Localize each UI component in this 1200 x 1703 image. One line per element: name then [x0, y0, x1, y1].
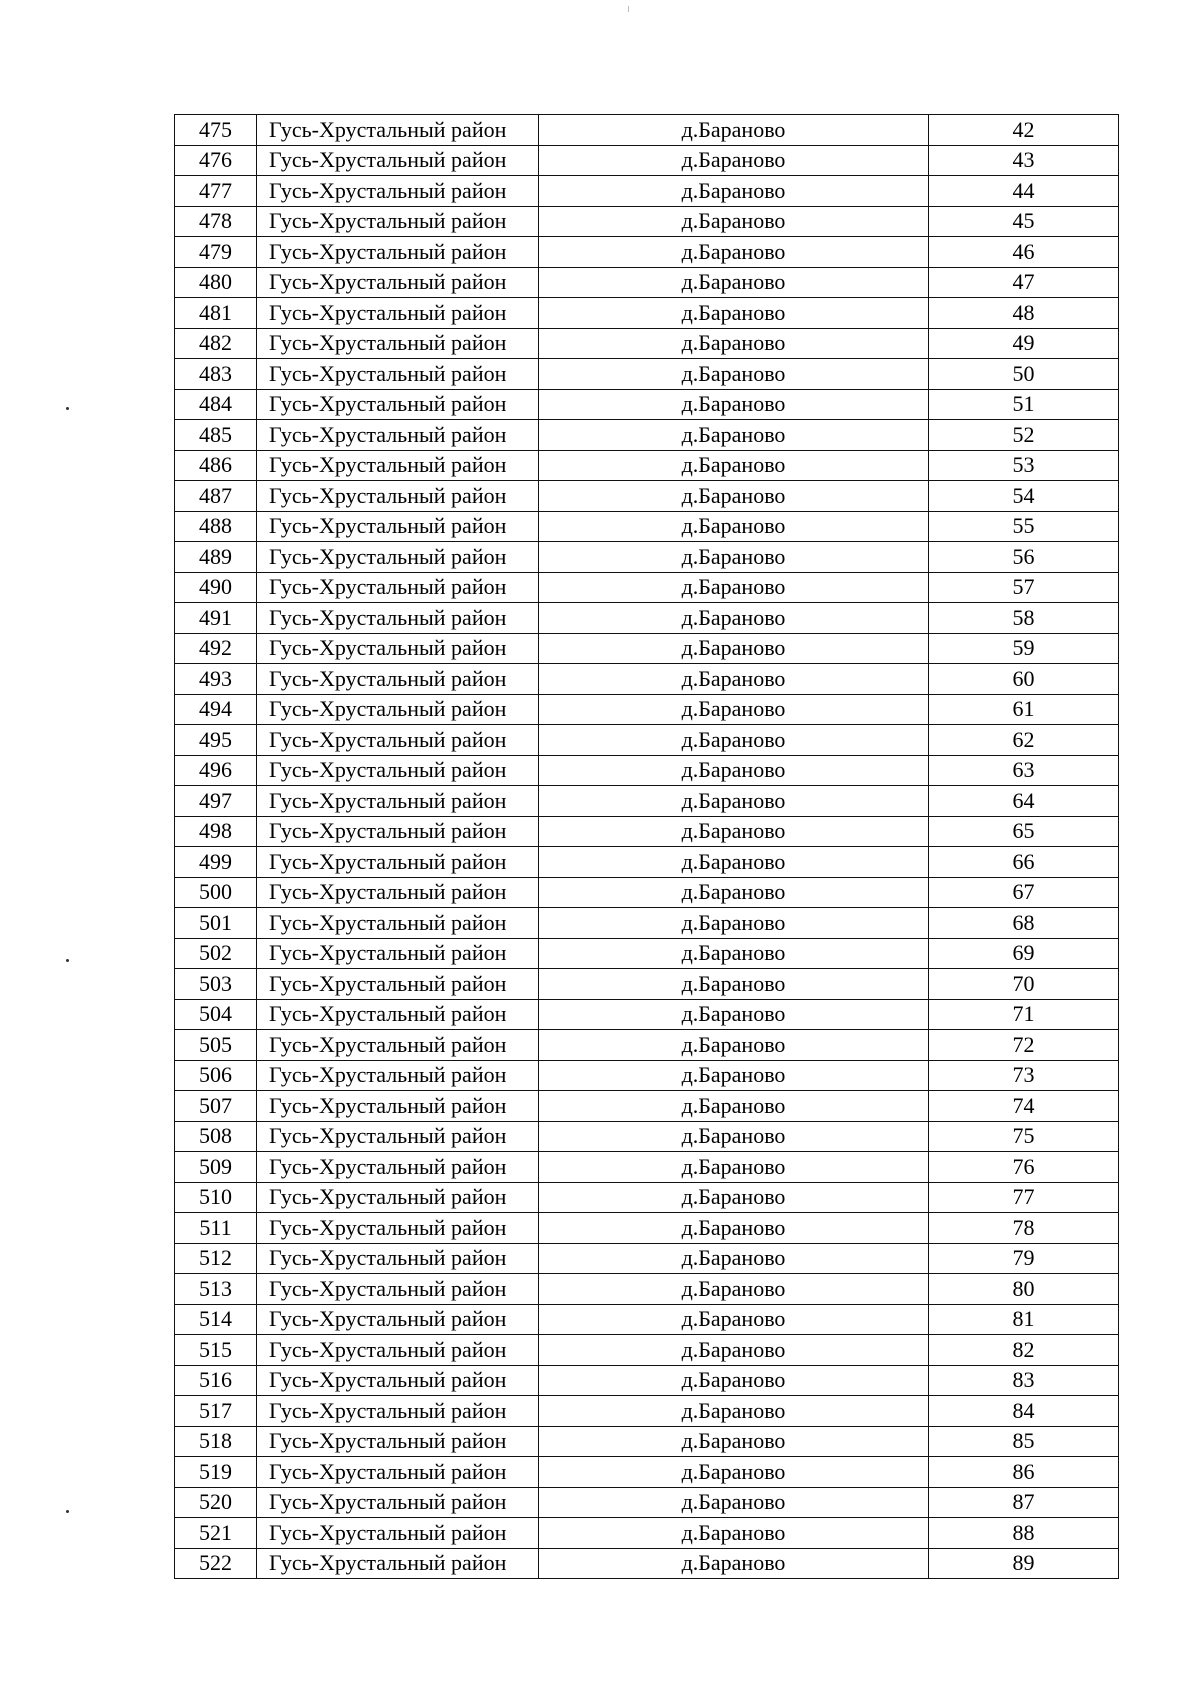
row-number-cell: 489	[175, 542, 257, 573]
row-number-cell: 495	[175, 725, 257, 756]
row-number-cell: 519	[175, 1457, 257, 1488]
district-cell: Гусь-Хрустальный район	[257, 542, 539, 573]
settlement-cell: д.Бараново	[539, 115, 929, 146]
settlement-cell: д.Бараново	[539, 206, 929, 237]
district-cell: Гусь-Хрустальный район	[257, 816, 539, 847]
row-number-cell: 500	[175, 877, 257, 908]
registry-table-body	[175, 115, 1119, 1579]
row-number-cell: 483	[175, 359, 257, 390]
row-number-cell: 479	[175, 237, 257, 268]
table-row	[175, 999, 1119, 1030]
house-number-cell: 59	[929, 633, 1119, 664]
house-number-cell: 50	[929, 359, 1119, 390]
table-row	[175, 1152, 1119, 1183]
house-number-cell: 57	[929, 572, 1119, 603]
settlement-cell: д.Бараново	[539, 1213, 929, 1244]
settlement-cell: д.Бараново	[539, 1365, 929, 1396]
house-number-cell: 82	[929, 1335, 1119, 1366]
district-cell: Гусь-Хрустальный район	[257, 969, 539, 1000]
row-number-cell: 475	[175, 115, 257, 146]
margin-speck	[66, 1510, 69, 1513]
row-number-cell: 508	[175, 1121, 257, 1152]
district-cell: Гусь-Хрустальный район	[257, 359, 539, 390]
table-row	[175, 176, 1119, 207]
district-cell: Гусь-Хрустальный район	[257, 450, 539, 481]
table-row	[175, 1121, 1119, 1152]
table-row	[175, 359, 1119, 390]
registry-table	[174, 114, 1119, 1579]
table-row	[175, 1548, 1119, 1579]
settlement-cell: д.Бараново	[539, 847, 929, 878]
table-row	[175, 420, 1119, 451]
table-row	[175, 908, 1119, 939]
district-cell: Гусь-Хрустальный район	[257, 298, 539, 329]
settlement-cell: д.Бараново	[539, 542, 929, 573]
district-cell: Гусь-Хрустальный район	[257, 389, 539, 420]
table-row	[175, 1365, 1119, 1396]
settlement-cell: д.Бараново	[539, 1487, 929, 1518]
row-number-cell: 501	[175, 908, 257, 939]
district-cell: Гусь-Хрустальный район	[257, 664, 539, 695]
table-row	[175, 603, 1119, 634]
settlement-cell: д.Бараново	[539, 786, 929, 817]
row-number-cell: 502	[175, 938, 257, 969]
row-number-cell: 517	[175, 1396, 257, 1427]
table-row	[175, 694, 1119, 725]
house-number-cell: 86	[929, 1457, 1119, 1488]
settlement-cell: д.Бараново	[539, 1091, 929, 1122]
row-number-cell: 486	[175, 450, 257, 481]
settlement-cell: д.Бараново	[539, 267, 929, 298]
house-number-cell: 79	[929, 1243, 1119, 1274]
house-number-cell: 44	[929, 176, 1119, 207]
table-row	[175, 633, 1119, 664]
district-cell: Гусь-Хрустальный район	[257, 938, 539, 969]
table-row	[175, 664, 1119, 695]
settlement-cell: д.Бараново	[539, 359, 929, 390]
house-number-cell: 88	[929, 1518, 1119, 1549]
table-row	[175, 237, 1119, 268]
house-number-cell: 45	[929, 206, 1119, 237]
table-row	[175, 1213, 1119, 1244]
settlement-cell: д.Бараново	[539, 999, 929, 1030]
house-number-cell: 43	[929, 145, 1119, 176]
district-cell: Гусь-Хрустальный район	[257, 1548, 539, 1579]
house-number-cell: 87	[929, 1487, 1119, 1518]
row-number-cell: 509	[175, 1152, 257, 1183]
settlement-cell: д.Бараново	[539, 328, 929, 359]
house-number-cell: 53	[929, 450, 1119, 481]
table-row	[175, 969, 1119, 1000]
district-cell: Гусь-Хрустальный район	[257, 1274, 539, 1305]
table-row	[175, 1518, 1119, 1549]
house-number-cell: 49	[929, 328, 1119, 359]
district-cell: Гусь-Хрустальный район	[257, 420, 539, 451]
table-row	[175, 877, 1119, 908]
settlement-cell: д.Бараново	[539, 1396, 929, 1427]
house-number-cell: 66	[929, 847, 1119, 878]
table-row	[175, 145, 1119, 176]
settlement-cell: д.Бараново	[539, 694, 929, 725]
table-row	[175, 328, 1119, 359]
district-cell: Гусь-Хрустальный район	[257, 1091, 539, 1122]
settlement-cell: д.Бараново	[539, 420, 929, 451]
district-cell: Гусь-Хрустальный район	[257, 908, 539, 939]
settlement-cell: д.Бараново	[539, 1121, 929, 1152]
district-cell: Гусь-Хрустальный район	[257, 145, 539, 176]
row-number-cell: 482	[175, 328, 257, 359]
house-number-cell: 70	[929, 969, 1119, 1000]
table-row	[175, 816, 1119, 847]
district-cell: Гусь-Хрустальный район	[257, 877, 539, 908]
row-number-cell: 507	[175, 1091, 257, 1122]
row-number-cell: 480	[175, 267, 257, 298]
house-number-cell: 56	[929, 542, 1119, 573]
district-cell: Гусь-Хрустальный район	[257, 572, 539, 603]
house-number-cell: 85	[929, 1426, 1119, 1457]
district-cell: Гусь-Хрустальный район	[257, 1243, 539, 1274]
row-number-cell: 516	[175, 1365, 257, 1396]
district-cell: Гусь-Хрустальный район	[257, 1121, 539, 1152]
district-cell: Гусь-Хрустальный район	[257, 237, 539, 268]
house-number-cell: 64	[929, 786, 1119, 817]
settlement-cell: д.Бараново	[539, 1182, 929, 1213]
table-row	[175, 298, 1119, 329]
settlement-cell: д.Бараново	[539, 816, 929, 847]
settlement-cell: д.Бараново	[539, 481, 929, 512]
table-row	[175, 267, 1119, 298]
house-number-cell: 76	[929, 1152, 1119, 1183]
table-row	[175, 481, 1119, 512]
house-number-cell: 55	[929, 511, 1119, 542]
house-number-cell: 63	[929, 755, 1119, 786]
settlement-cell: д.Бараново	[539, 511, 929, 542]
table-row	[175, 572, 1119, 603]
house-number-cell: 60	[929, 664, 1119, 695]
house-number-cell: 73	[929, 1060, 1119, 1091]
table-row	[175, 1457, 1119, 1488]
settlement-cell: д.Бараново	[539, 725, 929, 756]
scan-mark-top	[628, 6, 629, 12]
district-cell: Гусь-Хрустальный район	[257, 1457, 539, 1488]
house-number-cell: 84	[929, 1396, 1119, 1427]
district-cell: Гусь-Хрустальный район	[257, 1213, 539, 1244]
table-row	[175, 1304, 1119, 1335]
district-cell: Гусь-Хрустальный район	[257, 755, 539, 786]
table-row	[175, 847, 1119, 878]
district-cell: Гусь-Хрустальный район	[257, 511, 539, 542]
row-number-cell: 492	[175, 633, 257, 664]
row-number-cell: 518	[175, 1426, 257, 1457]
row-number-cell: 505	[175, 1030, 257, 1061]
house-number-cell: 68	[929, 908, 1119, 939]
house-number-cell: 80	[929, 1274, 1119, 1305]
table-row	[175, 1030, 1119, 1061]
row-number-cell: 522	[175, 1548, 257, 1579]
table-row	[175, 389, 1119, 420]
district-cell: Гусь-Хрустальный район	[257, 1518, 539, 1549]
row-number-cell: 477	[175, 176, 257, 207]
margin-speck	[66, 959, 69, 962]
settlement-cell: д.Бараново	[539, 603, 929, 634]
house-number-cell: 52	[929, 420, 1119, 451]
district-cell: Гусь-Хрустальный район	[257, 1060, 539, 1091]
district-cell: Гусь-Хрустальный район	[257, 1030, 539, 1061]
table-row	[175, 115, 1119, 146]
house-number-cell: 83	[929, 1365, 1119, 1396]
district-cell: Гусь-Хрустальный район	[257, 481, 539, 512]
district-cell: Гусь-Хрустальный район	[257, 1426, 539, 1457]
table-row	[175, 206, 1119, 237]
house-number-cell: 62	[929, 725, 1119, 756]
house-number-cell: 67	[929, 877, 1119, 908]
settlement-cell: д.Бараново	[539, 938, 929, 969]
settlement-cell: д.Бараново	[539, 908, 929, 939]
house-number-cell: 89	[929, 1548, 1119, 1579]
district-cell: Гусь-Хрустальный район	[257, 206, 539, 237]
settlement-cell: д.Бараново	[539, 1518, 929, 1549]
house-number-cell: 47	[929, 267, 1119, 298]
house-number-cell: 42	[929, 115, 1119, 146]
house-number-cell: 72	[929, 1030, 1119, 1061]
row-number-cell: 521	[175, 1518, 257, 1549]
house-number-cell: 78	[929, 1213, 1119, 1244]
district-cell: Гусь-Хрустальный район	[257, 1152, 539, 1183]
row-number-cell: 493	[175, 664, 257, 695]
row-number-cell: 481	[175, 298, 257, 329]
row-number-cell: 498	[175, 816, 257, 847]
table-row	[175, 1182, 1119, 1213]
row-number-cell: 510	[175, 1182, 257, 1213]
district-cell: Гусь-Хрустальный район	[257, 694, 539, 725]
district-cell: Гусь-Хрустальный район	[257, 1487, 539, 1518]
settlement-cell: д.Бараново	[539, 1457, 929, 1488]
table-row	[175, 1396, 1119, 1427]
district-cell: Гусь-Хрустальный район	[257, 176, 539, 207]
house-number-cell: 58	[929, 603, 1119, 634]
house-number-cell: 71	[929, 999, 1119, 1030]
house-number-cell: 75	[929, 1121, 1119, 1152]
district-cell: Гусь-Хрустальный район	[257, 1304, 539, 1335]
table-row	[175, 1091, 1119, 1122]
table-row	[175, 450, 1119, 481]
row-number-cell: 515	[175, 1335, 257, 1366]
table-row	[175, 1487, 1119, 1518]
table-row	[175, 1335, 1119, 1366]
row-number-cell: 503	[175, 969, 257, 1000]
settlement-cell: д.Бараново	[539, 877, 929, 908]
house-number-cell: 61	[929, 694, 1119, 725]
table-row	[175, 755, 1119, 786]
district-cell: Гусь-Хрустальный район	[257, 115, 539, 146]
district-cell: Гусь-Хрустальный район	[257, 633, 539, 664]
settlement-cell: д.Бараново	[539, 1274, 929, 1305]
table-row	[175, 511, 1119, 542]
table-row	[175, 1274, 1119, 1305]
district-cell: Гусь-Хрустальный район	[257, 1365, 539, 1396]
row-number-cell: 511	[175, 1213, 257, 1244]
row-number-cell: 494	[175, 694, 257, 725]
house-number-cell: 74	[929, 1091, 1119, 1122]
row-number-cell: 506	[175, 1060, 257, 1091]
settlement-cell: д.Бараново	[539, 755, 929, 786]
table-row	[175, 1426, 1119, 1457]
district-cell: Гусь-Хрустальный район	[257, 267, 539, 298]
house-number-cell: 46	[929, 237, 1119, 268]
district-cell: Гусь-Хрустальный район	[257, 1182, 539, 1213]
table-row	[175, 725, 1119, 756]
row-number-cell: 513	[175, 1274, 257, 1305]
row-number-cell: 488	[175, 511, 257, 542]
row-number-cell: 499	[175, 847, 257, 878]
house-number-cell: 81	[929, 1304, 1119, 1335]
district-cell: Гусь-Хрустальный район	[257, 328, 539, 359]
house-number-cell: 48	[929, 298, 1119, 329]
settlement-cell: д.Бараново	[539, 969, 929, 1000]
house-number-cell: 65	[929, 816, 1119, 847]
row-number-cell: 485	[175, 420, 257, 451]
row-number-cell: 504	[175, 999, 257, 1030]
settlement-cell: д.Бараново	[539, 572, 929, 603]
settlement-cell: д.Бараново	[539, 1548, 929, 1579]
row-number-cell: 497	[175, 786, 257, 817]
settlement-cell: д.Бараново	[539, 1030, 929, 1061]
district-cell: Гусь-Хрустальный район	[257, 603, 539, 634]
district-cell: Гусь-Хрустальный район	[257, 1396, 539, 1427]
house-number-cell: 77	[929, 1182, 1119, 1213]
settlement-cell: д.Бараново	[539, 1304, 929, 1335]
settlement-cell: д.Бараново	[539, 145, 929, 176]
row-number-cell: 478	[175, 206, 257, 237]
settlement-cell: д.Бараново	[539, 1060, 929, 1091]
settlement-cell: д.Бараново	[539, 1243, 929, 1274]
district-cell: Гусь-Хрустальный район	[257, 999, 539, 1030]
settlement-cell: д.Бараново	[539, 176, 929, 207]
row-number-cell: 491	[175, 603, 257, 634]
margin-speck	[66, 407, 69, 410]
table-row	[175, 786, 1119, 817]
settlement-cell: д.Бараново	[539, 1152, 929, 1183]
house-number-cell: 69	[929, 938, 1119, 969]
settlement-cell: д.Бараново	[539, 633, 929, 664]
settlement-cell: д.Бараново	[539, 298, 929, 329]
row-number-cell: 496	[175, 755, 257, 786]
settlement-cell: д.Бараново	[539, 450, 929, 481]
table-row	[175, 1060, 1119, 1091]
row-number-cell: 512	[175, 1243, 257, 1274]
settlement-cell: д.Бараново	[539, 1426, 929, 1457]
settlement-cell: д.Бараново	[539, 237, 929, 268]
table-row	[175, 938, 1119, 969]
row-number-cell: 514	[175, 1304, 257, 1335]
row-number-cell: 487	[175, 481, 257, 512]
district-cell: Гусь-Хрустальный район	[257, 1335, 539, 1366]
settlement-cell: д.Бараново	[539, 389, 929, 420]
district-cell: Гусь-Хрустальный район	[257, 725, 539, 756]
district-cell: Гусь-Хрустальный район	[257, 786, 539, 817]
house-number-cell: 54	[929, 481, 1119, 512]
house-number-cell: 51	[929, 389, 1119, 420]
row-number-cell: 490	[175, 572, 257, 603]
district-cell: Гусь-Хрустальный район	[257, 847, 539, 878]
table-row	[175, 1243, 1119, 1274]
row-number-cell: 520	[175, 1487, 257, 1518]
row-number-cell: 484	[175, 389, 257, 420]
row-number-cell: 476	[175, 145, 257, 176]
table-row	[175, 542, 1119, 573]
settlement-cell: д.Бараново	[539, 664, 929, 695]
settlement-cell: д.Бараново	[539, 1335, 929, 1366]
